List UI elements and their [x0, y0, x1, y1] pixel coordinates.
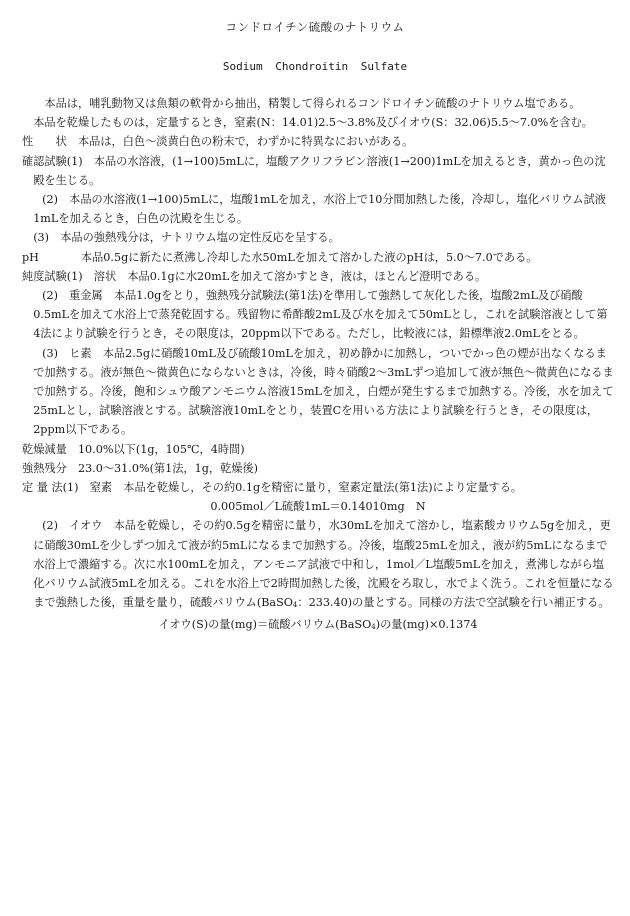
paragraph-definition: 本品は，哺乳動物又は魚類の軟骨から抽出，精製して得られるコンドロイチン硫酸のナトリウム塩である。 — [44, 97, 581, 110]
formula-sulfur: イオウ(S)の量(mg)＝硫酸バリウム(BaSO4)の量(mg)×0.1374 — [158, 618, 478, 632]
paragraph-identification-3: (3) 本品の強熱残分は，ナトリウム塩の定性反応を呈する。 — [33, 231, 340, 245]
paragraph-assay-sulfur: (2) イオウ 本品を乾燥し，その約0.5gを精密に量り，水30mLを加えて溶かし，塩素酸カリウム5gを加え，更に硝酸30mLを少しずつ加えて液が約5mLになるまで加熱する。冷後，塩酸25mLを加え，液が約5mLになるまで水浴上で濃縮する。次に水100mLを加え，アンモニア試液で中和し，1mol／L塩酸5mLを加え，煮沸しながら塩化バリウム試液5mLを加える。これを水浴上で2時間加熱した後，沈殿をろ取し，水でよく洗う。これを恒量になるまで強熱した後，重量を量り，硫酸バリウム(BaSO4：233.40)の量とする。同様の方法で空試験を行い補正する。 — [33, 519, 614, 610]
formula-nitrogen: 0.005mol／L硫酸1mL＝0.14010mg N — [210, 500, 426, 514]
document-body — [22, 94, 614, 638]
paragraph-ph — [22, 248, 614, 267]
paragraph-description: 性 状 本品は，白色～淡黄白色の粉末で，わずかに特異なにおいがある。 — [22, 135, 414, 149]
paragraph-purity-1: 純度試験(1) 溶状 本品0.1gに水20mLを加えて溶かすとき，液は，ほとんど澄明である。 — [22, 269, 487, 283]
paragraph-identification-2: (2) 本品の水溶液(1→100)5mLに，塩酸1mLを加え，水浴上で10分間加熱した後，冷却し，塩化バリウム試液1mLを加えるとき，白色の沈殿を生じる。 — [33, 193, 606, 226]
paragraph-residue-on-ignition: 強熱残分 23.0～31.0%(第1法，1g，乾燥後) — [22, 461, 259, 475]
paragraph-loss-on-drying: 乾燥減量 10.0%以下(1g，105℃，4時間) — [22, 442, 245, 456]
paragraph-assay-nitrogen: 定 量 法(1) 窒素 本品を乾燥し，その約0.1gを精密に量り，窒素定量法(第1法)により定量する。 — [22, 481, 523, 495]
paragraph-identification-1: 確認試験(1) 本品の水溶液，(1→100)5mLに，塩酸アクリフラビン溶液(1→200)1mLを加えるとき，黄かっ色の沈殿を生じる。 — [22, 154, 606, 187]
document-title: コンドロイチン硫酸のナトリウム — [225, 20, 405, 34]
ph-text: 本品0.5gに新たに煮沸し冷却した水50mLを加えて溶かした液のpHは，5.0～7.0である。 — [80, 250, 538, 264]
paragraph-content-spec: 本品を乾燥したものは，定量するとき，窒素(N：14.01)2.5～3.8%及びイオウ(S：32.06)5.5～7.0%を含む。 — [33, 116, 593, 130]
ph-label: pH — [22, 250, 39, 264]
paragraph-heavy-metals: (2) 重金属 本品1.0gをとり，強熱残分試験法(第1法)を準用して強熱して灰化した後，塩酸2mL及び硝酸0.5mLを加えて水浴上で蒸発乾固する。残留物に希酢酸2mL及び水を加えて50mLとし，これを試験溶液として第4法により試験を行うとき，その限度は，20ppm以下である。ただし，比較液には，鉛標準液2.0mLをとる。 — [33, 289, 608, 341]
document-subtitle: Sodium Chondroitin Sulfate — [222, 60, 408, 73]
paragraph-arsenic: (3) ヒ素 本品2.5gに硝酸10mL及び硫酸10mLを加え，初め静かに加熱し，ついでかっ色の煙が出なくなるまで加熱する。液が無色～微黄色にならないときは，冷後，時々硝酸2～3mLずつ追加して液が無色～微黄色になるまで加熱する。冷後，飽和シュウ酸アンモニウム溶液15mLを加え，白煙が発生するまで加熱する。冷後，水を加えて25mLとし，試験溶液とする。試験溶液10mLをとり，装置Cを用いる方法により試験を行うとき，その限度は，2ppm以下である。 — [33, 346, 614, 437]
